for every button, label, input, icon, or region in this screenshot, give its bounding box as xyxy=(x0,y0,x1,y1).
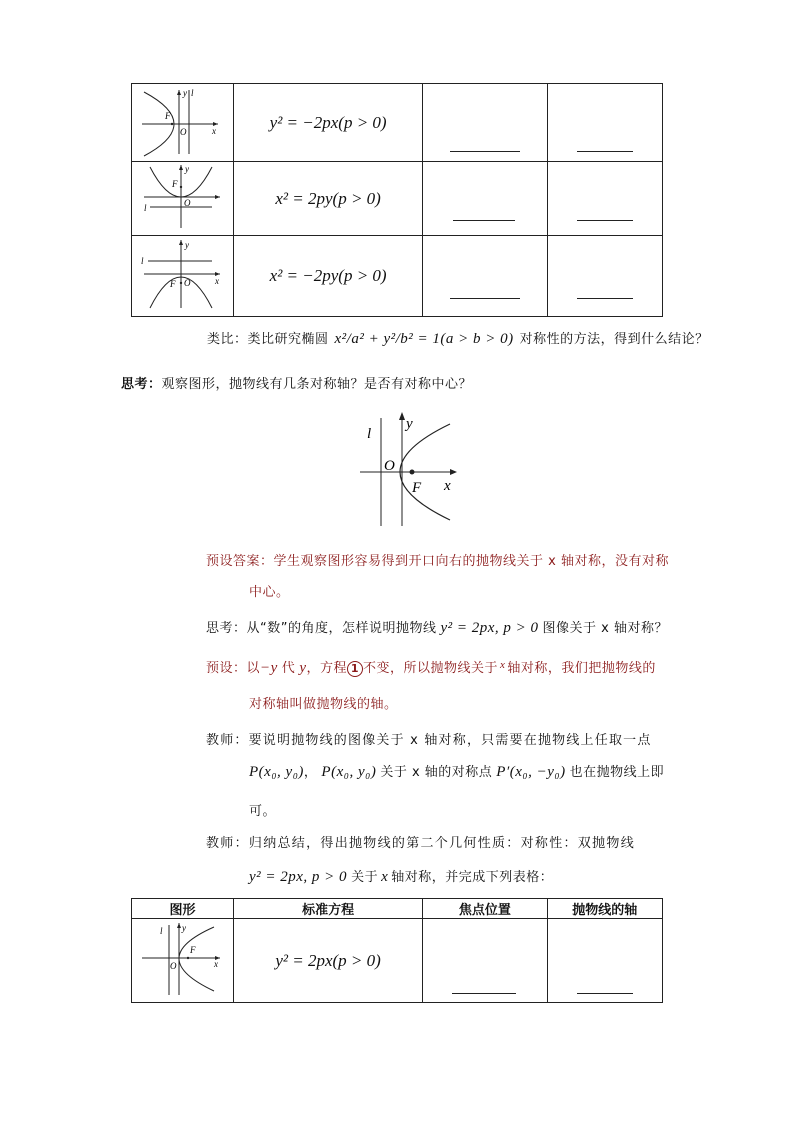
x-label: x xyxy=(444,478,451,494)
preset-text: 代 xyxy=(281,661,296,676)
header-equation: 标准方程 xyxy=(234,899,423,919)
y-label: y xyxy=(406,416,413,432)
point-P: P(x₀, y₀) xyxy=(321,764,377,780)
table-row xyxy=(132,162,663,236)
figure-cell xyxy=(132,919,234,1003)
x-label: x xyxy=(215,276,219,286)
circled-one: 1 xyxy=(347,661,363,677)
answer-blank[interactable] xyxy=(577,298,633,299)
header-focus: 焦点位置 xyxy=(423,899,547,919)
preset-answer-line1: 预设答案：学生观察图形容易得到开口向右的抛物线关于 x 轴对称，没有对称 xyxy=(206,554,669,569)
equation-cell: x² = −2py(p > 0) xyxy=(234,236,423,317)
analogy-line xyxy=(207,328,709,348)
teacher-text: ， xyxy=(303,765,318,780)
O-label: O xyxy=(384,458,395,474)
analogy-suffix: 对称性的方法，得到什么结论？ xyxy=(519,332,709,347)
x-label: x xyxy=(214,959,218,969)
parabola-table-1 xyxy=(131,83,663,317)
math-y: y xyxy=(299,660,307,676)
math-x: x xyxy=(500,659,506,671)
O-label: O xyxy=(184,198,191,208)
point-P: P(x₀, y₀) xyxy=(249,764,304,780)
think-label: 思考： xyxy=(121,377,162,392)
y-label: y xyxy=(185,240,189,250)
preset-answer-line2: 中心。 xyxy=(249,585,290,600)
O-label: O xyxy=(184,278,191,288)
F-label: F xyxy=(172,179,178,189)
l-label: l xyxy=(141,256,144,266)
parabola-equation: y² = 2px, p > 0 xyxy=(249,869,348,885)
axis-cell xyxy=(547,162,662,236)
parabola-table-2 xyxy=(131,898,663,1003)
parabola-figure xyxy=(355,410,465,530)
math-neg-y: −y xyxy=(260,660,278,676)
teacher1-line1: 教师：要说明抛物线的图像关于 x 轴对称，只需要在抛物线上任取一点 xyxy=(206,733,652,748)
parabola-left-figure xyxy=(132,84,233,157)
preset-line1 xyxy=(206,657,656,677)
answer-blank[interactable] xyxy=(577,220,633,221)
preset-text: 预设：以 xyxy=(206,661,261,676)
preset-line2: 对称轴叫做抛物线的轴。 xyxy=(249,697,398,712)
teacher2-line2 xyxy=(249,866,553,886)
think2-suffix: 图像关于 x 轴对称？ xyxy=(542,621,669,636)
O-label: O xyxy=(180,127,187,137)
parabola-equation: y² = 2px, p > 0 xyxy=(440,620,539,636)
l-label: l xyxy=(144,203,147,213)
preset-text: ，方程 xyxy=(306,661,347,676)
y-label: y xyxy=(182,923,186,933)
think-question xyxy=(121,373,472,392)
focus-position-cell xyxy=(423,236,547,317)
F-label: F xyxy=(412,480,422,496)
teacher-text: 关于 x 轴的对称点 xyxy=(380,765,493,780)
x-label: x xyxy=(212,126,216,136)
focus-position-cell xyxy=(423,919,547,1003)
equation-cell: x² = 2py(p > 0) xyxy=(234,162,423,236)
O-label: O xyxy=(170,961,177,971)
F-label: F xyxy=(165,111,171,121)
parabola-right-figure xyxy=(132,919,233,998)
table-row xyxy=(132,919,663,1003)
ellipse-equation: x²/a² + y²/b² = 1(a > b > 0) xyxy=(334,331,514,347)
answer-blank[interactable] xyxy=(452,993,516,994)
parabola-up-figure xyxy=(132,162,233,231)
focus-position-cell xyxy=(423,84,547,162)
teacher-text: 也在抛物线上即 xyxy=(569,765,665,780)
answer-blank[interactable] xyxy=(577,993,633,994)
math-x: x xyxy=(381,869,389,885)
parabola-down-figure xyxy=(132,236,233,312)
header-figure: 图形 xyxy=(132,899,234,919)
axis-cell xyxy=(547,236,662,317)
analogy-prefix: 类比：类比研究椭圆 xyxy=(207,332,329,347)
focus-position-cell xyxy=(423,162,547,236)
teacher-text: 轴对称，并完成下列表格： xyxy=(391,870,554,885)
table-row xyxy=(132,236,663,317)
F-label: F xyxy=(190,945,196,955)
l-label: l xyxy=(191,88,194,98)
table-row xyxy=(132,84,663,162)
answer-blank[interactable] xyxy=(450,151,520,152)
think-number-line xyxy=(206,617,668,637)
answer-blank[interactable] xyxy=(453,220,515,221)
teacher1-line3: 可。 xyxy=(249,804,277,819)
table-header-row xyxy=(132,899,663,919)
header-axis: 抛物线的轴 xyxy=(547,899,662,919)
answer-blank[interactable] xyxy=(450,298,520,299)
think2-prefix: 思考：从“数”的角度，怎样说明抛物线 xyxy=(206,621,437,636)
y-label: y xyxy=(183,88,187,98)
y-label: y xyxy=(185,164,189,174)
answer-blank[interactable] xyxy=(577,151,633,152)
figure-cell xyxy=(132,162,234,236)
figure-cell xyxy=(132,236,234,317)
preset-text: 轴对称，我们把抛物线的 xyxy=(507,661,656,676)
l-label: l xyxy=(367,426,372,442)
F-label: F xyxy=(170,279,176,289)
l-label: l xyxy=(160,926,163,936)
teacher1-line2 xyxy=(249,761,664,781)
teacher-text: 关于 xyxy=(351,870,379,885)
axis-cell xyxy=(547,84,662,162)
point-P-prime: P′(x₀, −y₀) xyxy=(496,764,566,780)
teacher2-line1: 教师：归纳总结，得出抛物线的第二个几何性质：对称性：双抛物线 xyxy=(206,836,636,851)
figure-cell xyxy=(132,84,234,162)
preset-text: 不变，所以抛物线关于 xyxy=(363,661,499,676)
equation-cell: y² = −2px(p > 0) xyxy=(234,84,423,162)
think-text: 观察图形，抛物线有几条对称轴？是否有对称中心？ xyxy=(161,377,473,392)
axis-cell xyxy=(547,919,662,1003)
equation-cell: y² = 2px(p > 0) xyxy=(234,919,423,1003)
